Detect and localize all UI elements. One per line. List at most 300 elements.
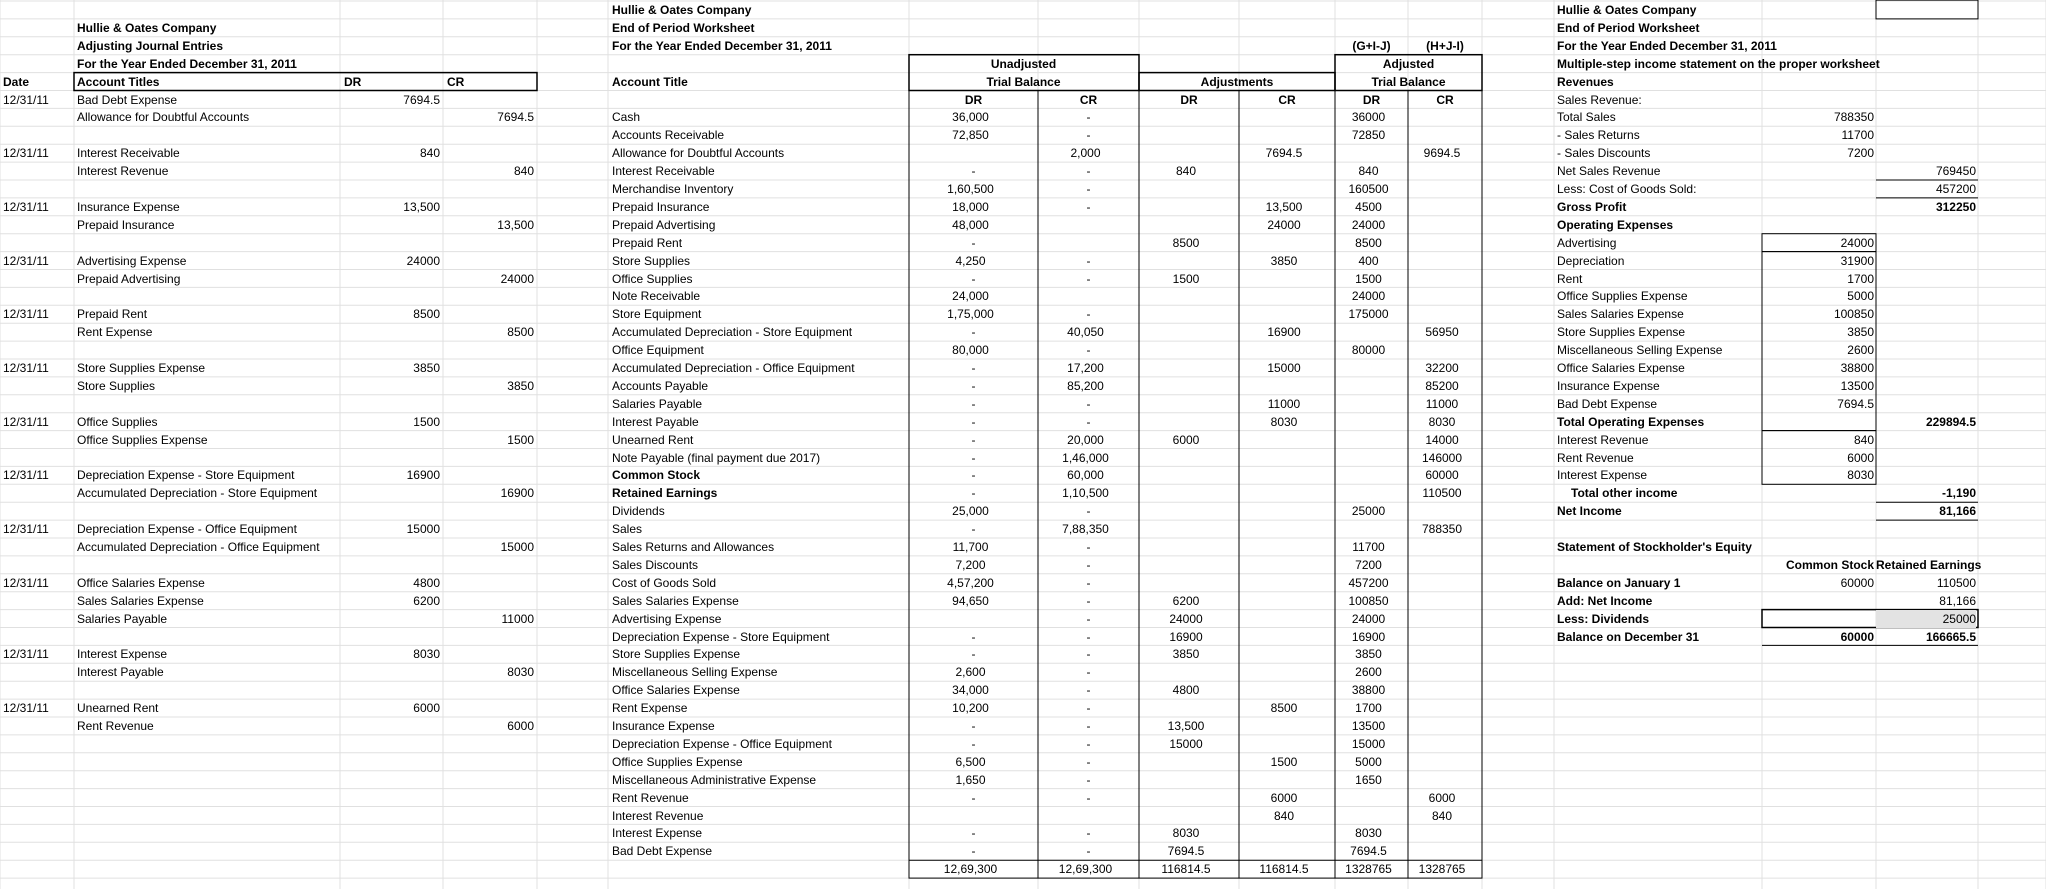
- worksheet-value: 11700: [1352, 540, 1385, 554]
- worksheet-value: 8030: [1270, 414, 1298, 429]
- worksheet-value: -: [1086, 683, 1091, 698]
- worksheet-value: -: [971, 522, 976, 537]
- income-label: Operating Expenses: [1557, 217, 1674, 232]
- journal-account: Store Supplies Expense: [77, 361, 206, 375]
- income-amount: 788350: [1833, 110, 1874, 125]
- journal-account: Office Supplies Expense: [77, 432, 208, 447]
- worksheet-value: [1239, 234, 1329, 252]
- income-label: Store Supplies Expense: [1557, 325, 1686, 340]
- income-header: For the Year Ended December 31, 2011: [1557, 38, 1777, 53]
- income-amount: 2600: [1847, 343, 1874, 358]
- worksheet-value: 2,600: [955, 665, 986, 680]
- worksheet-value: 24000: [1351, 289, 1386, 304]
- journal-account: Advertising Expense: [77, 253, 187, 268]
- worksheet-value: 25000: [1351, 504, 1386, 519]
- worksheet-value: -: [971, 325, 976, 340]
- worksheet-value: 48,000: [952, 217, 989, 232]
- journal-dr: 6200: [413, 593, 440, 608]
- journal-cr: 7694.5: [497, 110, 534, 125]
- income-total: [1876, 466, 1976, 484]
- journal-dr: [340, 484, 440, 502]
- journal-header: Adjusting Journal Entries: [77, 38, 224, 53]
- worksheet-account: Sales Returns and Allowances: [612, 540, 775, 554]
- journal-dr: [340, 108, 440, 126]
- worksheet-value: 12,69,300: [1058, 862, 1113, 877]
- worksheet-value: 7200: [1355, 557, 1382, 572]
- worksheet-value: [1139, 287, 1233, 305]
- income-label: Insurance Expense: [1557, 378, 1660, 393]
- worksheet-value: [1408, 842, 1476, 860]
- worksheet-value: [1239, 824, 1329, 842]
- worksheet-value: 40,050: [1067, 325, 1104, 340]
- worksheet-value: 20,000: [1067, 432, 1104, 447]
- equity-retained-earnings: 166665.5: [1925, 629, 1976, 644]
- worksheet-value: [1408, 341, 1476, 359]
- worksheet-value: 3850: [1355, 647, 1382, 662]
- worksheet-value: [1239, 771, 1329, 789]
- worksheet-value: -: [1086, 557, 1091, 572]
- journal-col-cr: CR: [447, 74, 465, 89]
- worksheet-value: [1139, 771, 1233, 789]
- worksheet-value: 6000: [1428, 790, 1456, 805]
- journal-account: Prepaid Insurance: [77, 217, 175, 232]
- worksheet-value: -: [1086, 593, 1091, 608]
- journal-date: 12/31/11: [3, 361, 49, 375]
- journal-account: Allowance for Doubtful Accounts: [77, 110, 250, 125]
- worksheet-value: 4800: [1172, 683, 1200, 698]
- worksheet-value: 8030: [1355, 826, 1382, 841]
- worksheet-value: [1239, 126, 1329, 144]
- worksheet-value: [1408, 126, 1476, 144]
- journal-account: Accumulated Depreciation - Store Equipment: [77, 486, 318, 501]
- journal-dr: 3850: [413, 361, 440, 375]
- worksheet-value: [1139, 341, 1233, 359]
- worksheet-account: Miscellaneous Selling Expense: [612, 665, 778, 680]
- worksheet-value: -: [971, 486, 976, 501]
- journal-account: Salaries Payable: [77, 611, 168, 626]
- worksheet-value: [909, 807, 1032, 825]
- income-amount: [1762, 91, 1874, 109]
- worksheet-col-account-title: Account Title: [612, 74, 688, 89]
- income-label: Depreciation: [1557, 253, 1625, 268]
- journal-dr: 4800: [413, 575, 440, 590]
- worksheet-value: 8500: [1355, 235, 1382, 250]
- journal-date: 12/31/11: [3, 575, 49, 590]
- worksheet-value: -: [971, 450, 976, 465]
- worksheet-value: -: [971, 235, 976, 250]
- journal-dr: [340, 663, 440, 681]
- worksheet-value: [1408, 824, 1476, 842]
- income-label: Rent: [1557, 271, 1583, 286]
- worksheet-value: [1139, 126, 1233, 144]
- worksheet-value: 110500: [1422, 486, 1462, 501]
- worksheet-subcol-cr: CR: [1278, 92, 1296, 107]
- worksheet-value: [1239, 108, 1329, 126]
- worksheet-account: Note Receivable: [612, 289, 701, 304]
- journal-account: Interest Payable: [77, 665, 164, 680]
- worksheet-value: 840: [1175, 164, 1197, 179]
- worksheet-value: [1239, 162, 1329, 180]
- journal-dr: 13,500: [403, 199, 440, 214]
- journal-cr: 13,500: [497, 217, 534, 232]
- worksheet-subcol-dr: DR: [964, 92, 983, 107]
- journal-date: 12/31/11: [3, 522, 49, 537]
- worksheet-value: [1239, 574, 1329, 592]
- worksheet-value: 72,850: [952, 128, 989, 143]
- worksheet-value: [1038, 287, 1133, 305]
- worksheet-value: [1139, 252, 1233, 270]
- worksheet-value: 6000: [1172, 432, 1200, 447]
- worksheet-value: 3850: [1270, 253, 1298, 268]
- worksheet-value: [1038, 216, 1133, 234]
- worksheet-account: Insurance Expense: [612, 719, 715, 733]
- equity-label: Less: Dividends: [1557, 611, 1650, 626]
- income-total: [1876, 377, 1976, 395]
- journal-date: 12/31/11: [3, 253, 49, 268]
- formula-label: (G+I-J): [1352, 38, 1391, 53]
- income-amount: 38800: [1840, 361, 1874, 375]
- worksheet-subcol-cr: CR: [1436, 92, 1454, 107]
- worksheet-value: 24000: [1169, 611, 1203, 626]
- worksheet-value: 9694.5: [1423, 146, 1461, 161]
- worksheet-value: [909, 610, 1032, 628]
- worksheet-value: -: [971, 432, 976, 447]
- journal-cr: 3850: [507, 378, 534, 393]
- journal-cr: [443, 466, 534, 484]
- journal-cr: 1500: [507, 432, 534, 447]
- worksheet-value: [1335, 807, 1402, 825]
- worksheet-value: [1139, 216, 1233, 234]
- worksheet-account: Depreciation Expense - Store Equipment: [612, 629, 830, 644]
- worksheet-value: [1408, 180, 1476, 198]
- adjustments-group-label: Adjustments: [1200, 74, 1274, 89]
- worksheet-value: -: [1086, 164, 1091, 179]
- income-label: Net Sales Revenue: [1557, 164, 1661, 179]
- worksheet-value: 1500: [1270, 754, 1298, 769]
- equity-label: Balance on January 1: [1557, 575, 1681, 590]
- worksheet-account: Store Equipment: [612, 307, 702, 322]
- worksheet-value: 14000: [1425, 432, 1459, 447]
- worksheet-value: [1408, 753, 1476, 771]
- income-total: -1,190: [1941, 486, 1976, 501]
- equity-retained-earnings: 110500: [1936, 575, 1976, 590]
- journal-account: Rent Expense: [77, 325, 153, 340]
- worksheet-value: [1239, 717, 1329, 735]
- worksheet-value: 160500: [1348, 182, 1389, 196]
- worksheet-value: [1408, 735, 1476, 753]
- worksheet-value: [1408, 574, 1476, 592]
- worksheet-value: -: [1086, 128, 1091, 143]
- journal-cr: [443, 413, 534, 431]
- worksheet-value: [1139, 484, 1233, 502]
- worksheet-value: [1335, 449, 1402, 467]
- journal-cr: 24000: [500, 271, 534, 286]
- income-label: - Sales Returns: [1557, 128, 1640, 143]
- income-amount: 24000: [1840, 235, 1874, 250]
- worksheet-account: Allowance for Doubtful Accounts: [612, 146, 785, 161]
- worksheet-value: 7,200: [955, 557, 986, 572]
- worksheet-value: -: [971, 164, 976, 179]
- journal-cr: [443, 144, 534, 162]
- worksheet-header: Hullie & Oates Company: [612, 3, 752, 17]
- journal-cr: 6000: [507, 719, 534, 733]
- worksheet-value: [1239, 270, 1329, 288]
- worksheet-value: 2,000: [1070, 146, 1101, 161]
- worksheet-value: -: [1086, 307, 1091, 322]
- worksheet-value: -: [971, 629, 976, 644]
- journal-date: 12/31/11: [3, 647, 49, 662]
- income-amount: 5000: [1847, 289, 1874, 304]
- worksheet-value: 80,000: [952, 343, 989, 358]
- worksheet-value: 13,500: [1265, 199, 1303, 214]
- worksheet-value: -: [1086, 844, 1091, 859]
- worksheet-value: -: [1086, 182, 1091, 196]
- worksheet-value: 6000: [1270, 790, 1298, 805]
- income-label: Rent Revenue: [1557, 450, 1634, 465]
- journal-dr: 1500: [413, 414, 440, 429]
- worksheet-value: 7694.5: [1167, 844, 1205, 859]
- worksheet-account: [612, 860, 907, 878]
- journal-date: 12/31/11: [3, 92, 49, 107]
- worksheet-value: 840: [1431, 808, 1453, 823]
- income-label: Advertising: [1557, 235, 1617, 250]
- worksheet-value: [1139, 753, 1233, 771]
- worksheet-value: [1408, 699, 1476, 717]
- income-total: [1876, 395, 1976, 413]
- worksheet-value: [1408, 270, 1476, 288]
- formula-label: (H+J-I): [1426, 38, 1464, 53]
- journal-dr: [340, 162, 440, 180]
- income-total: [1876, 252, 1976, 270]
- income-total: [1876, 270, 1976, 288]
- worksheet-value: [1335, 520, 1402, 538]
- worksheet-account: Rent Revenue: [612, 790, 689, 805]
- income-label: Sales Salaries Expense: [1557, 307, 1684, 322]
- worksheet-value: 146000: [1421, 450, 1463, 465]
- journal-col-date: Date: [3, 74, 30, 89]
- worksheet-value: 85,200: [1067, 378, 1104, 393]
- income-label: Office Salaries Expense: [1557, 361, 1685, 375]
- worksheet-value: [1408, 681, 1476, 699]
- adjusted-group-label: Adjusted: [1382, 56, 1435, 71]
- income-amount: 3850: [1847, 325, 1874, 340]
- journal-cr: 16900: [500, 486, 534, 501]
- worksheet-value: [1408, 108, 1476, 126]
- income-total: [1876, 305, 1976, 323]
- worksheet-value: 11000: [1267, 396, 1301, 411]
- worksheet-value: 7,88,350: [1062, 522, 1109, 537]
- worksheet-value: -: [971, 719, 976, 733]
- worksheet-value: -: [1086, 772, 1091, 787]
- worksheet-value: [1139, 574, 1233, 592]
- worksheet-value: [1408, 287, 1476, 305]
- worksheet-value: [1335, 359, 1402, 377]
- journal-dr: [340, 270, 440, 288]
- worksheet-account: Retained Earnings: [612, 486, 718, 501]
- journal-account: Interest Revenue: [77, 164, 169, 179]
- equity-common-stock: [1762, 610, 1874, 628]
- equity-common-stock: 60000: [1840, 629, 1874, 644]
- worksheet-value: -: [1086, 414, 1091, 429]
- journal-dr: [340, 431, 440, 449]
- worksheet-value: [1239, 645, 1329, 663]
- income-total: 769450: [1935, 164, 1976, 179]
- worksheet-value: 8030: [1172, 826, 1200, 841]
- income-total: [1876, 323, 1976, 341]
- worksheet-account: Depreciation Expense - Office Equipment: [612, 736, 832, 751]
- income-total: [1876, 73, 1976, 91]
- journal-account: Rent Revenue: [77, 719, 154, 733]
- worksheet-value: 8500: [1172, 235, 1200, 250]
- worksheet-value: [1239, 431, 1329, 449]
- worksheet-value: [1038, 234, 1133, 252]
- worksheet-value: [1139, 538, 1233, 556]
- worksheet-value: [1408, 198, 1476, 216]
- equity-retained-earnings: 81,166: [1939, 593, 1976, 608]
- income-amount: 7200: [1847, 146, 1874, 161]
- journal-dr: [340, 538, 440, 556]
- worksheet-value: -: [1086, 790, 1091, 805]
- journal-cr: [443, 699, 534, 717]
- worksheet-value: [1239, 305, 1329, 323]
- equity-title: Statement of Stockholder's Equity: [1557, 540, 1752, 554]
- worksheet-value: 4500: [1355, 199, 1382, 214]
- income-label: - Sales Discounts: [1557, 146, 1651, 161]
- worksheet-value: 11,700: [952, 540, 989, 554]
- worksheet-value: 1,75,000: [947, 307, 994, 322]
- worksheet-value: 100850: [1348, 593, 1389, 608]
- worksheet-value: [1239, 681, 1329, 699]
- worksheet-value: 8030: [1428, 414, 1456, 429]
- income-label: Miscellaneous Selling Expense: [1557, 343, 1723, 358]
- worksheet-value: 2600: [1355, 665, 1382, 680]
- income-label: Revenues: [1557, 74, 1614, 89]
- worksheet-value: -: [1086, 575, 1091, 590]
- worksheet-value: 94,650: [952, 593, 989, 608]
- journal-cr: [443, 592, 534, 610]
- worksheet-value: [1139, 556, 1233, 574]
- journal-cr: 8500: [507, 325, 534, 340]
- worksheet-value: 34,000: [952, 683, 989, 698]
- worksheet-value: 1700: [1355, 701, 1382, 716]
- worksheet-value: 17,200: [1067, 361, 1104, 375]
- worksheet-value: [1239, 520, 1329, 538]
- worksheet-value: [1139, 108, 1233, 126]
- worksheet-value: -: [1086, 253, 1091, 268]
- worksheet-value: [1139, 377, 1233, 395]
- worksheet-value: [1139, 466, 1233, 484]
- worksheet-value: [1239, 628, 1329, 646]
- worksheet-value: -: [971, 647, 976, 662]
- worksheet-value: 1,10,500: [1062, 486, 1109, 501]
- worksheet-value: 1,46,000: [1062, 450, 1109, 465]
- worksheet-value: 12,69,300: [943, 862, 998, 877]
- worksheet-value: -: [971, 271, 976, 286]
- journal-dr: 8030: [413, 647, 440, 662]
- journal-cr: [443, 252, 534, 270]
- income-total: [1876, 287, 1976, 305]
- worksheet-value: 175000: [1348, 307, 1389, 322]
- worksheet-account: Sales Salaries Expense: [612, 593, 739, 608]
- unadjusted-group-label: Unadjusted: [990, 56, 1057, 71]
- worksheet-account: Store Supplies Expense: [612, 647, 741, 662]
- worksheet-account: Dividends: [612, 504, 665, 519]
- worksheet-value: 10,200: [952, 701, 989, 716]
- worksheet-value: 788350: [1421, 522, 1463, 537]
- journal-header: Hullie & Oates Company: [77, 20, 217, 35]
- worksheet-value: 16900: [1169, 629, 1203, 644]
- income-total: 312250: [1935, 199, 1976, 214]
- worksheet-value: 15000: [1169, 736, 1203, 751]
- worksheet-account: Interest Receivable: [612, 164, 715, 179]
- income-amount: 8030: [1847, 468, 1874, 483]
- journal-account: Accumulated Depreciation - Office Equipment: [77, 540, 320, 554]
- journal-account: Unearned Rent: [77, 701, 159, 716]
- worksheet-value: [1239, 287, 1329, 305]
- worksheet-account: Common Stock: [612, 468, 701, 483]
- worksheet-value: 116814.5: [1259, 862, 1309, 877]
- equity-retained-earnings: 25000: [1876, 610, 1976, 628]
- journal-dr: 8500: [413, 307, 440, 322]
- journal-cr: [443, 520, 534, 538]
- worksheet-value: 400: [1358, 253, 1379, 268]
- journal-account: Interest Receivable: [77, 146, 180, 161]
- worksheet-value: [1139, 359, 1233, 377]
- worksheet-value: [1408, 717, 1476, 735]
- worksheet-value: [1408, 538, 1476, 556]
- worksheet-account: Office Salaries Expense: [612, 683, 740, 698]
- worksheet-value: 60000: [1425, 468, 1459, 483]
- worksheet-value: [1239, 610, 1329, 628]
- worksheet-value: [1139, 395, 1233, 413]
- worksheet-account: Office Supplies: [612, 271, 693, 286]
- income-total: [1876, 341, 1976, 359]
- income-total: [1876, 216, 1976, 234]
- worksheet-value: [1139, 323, 1233, 341]
- income-amount: [1762, 413, 1874, 431]
- journal-date: 12/31/11: [3, 307, 49, 322]
- journal-header: For the Year Ended December 31, 2011: [77, 56, 297, 71]
- worksheet-value: 4,57,200: [947, 575, 994, 590]
- worksheet-value: [1408, 252, 1476, 270]
- journal-cr: 15000: [500, 540, 534, 554]
- income-total: [1876, 449, 1976, 467]
- worksheet-value: -: [1086, 343, 1091, 358]
- worksheet-value: [1408, 663, 1476, 681]
- worksheet-value: -: [971, 468, 976, 483]
- worksheet-value: [1239, 484, 1329, 502]
- worksheet-value: [1408, 502, 1476, 520]
- worksheet-value: 5000: [1355, 754, 1382, 769]
- worksheet-value: [1335, 144, 1402, 162]
- journal-dr: 24000: [406, 253, 440, 268]
- worksheet-value: [1239, 842, 1329, 860]
- worksheet-account: Note Payable (final payment due 2017): [612, 450, 821, 465]
- worksheet-value: [1239, 556, 1329, 574]
- worksheet-value: -: [1086, 736, 1091, 751]
- worksheet-value: [1139, 789, 1233, 807]
- worksheet-value: -: [1086, 754, 1091, 769]
- income-amount: 6000: [1847, 450, 1874, 465]
- income-amount: [1762, 162, 1874, 180]
- income-label: Total Sales: [1557, 110, 1616, 125]
- worksheet-value: -: [971, 736, 976, 751]
- journal-dr: [340, 216, 440, 234]
- worksheet-value: [1139, 502, 1233, 520]
- worksheet-value: 56950: [1425, 325, 1459, 340]
- worksheet-value: [1139, 807, 1233, 825]
- income-amount: [1762, 216, 1874, 234]
